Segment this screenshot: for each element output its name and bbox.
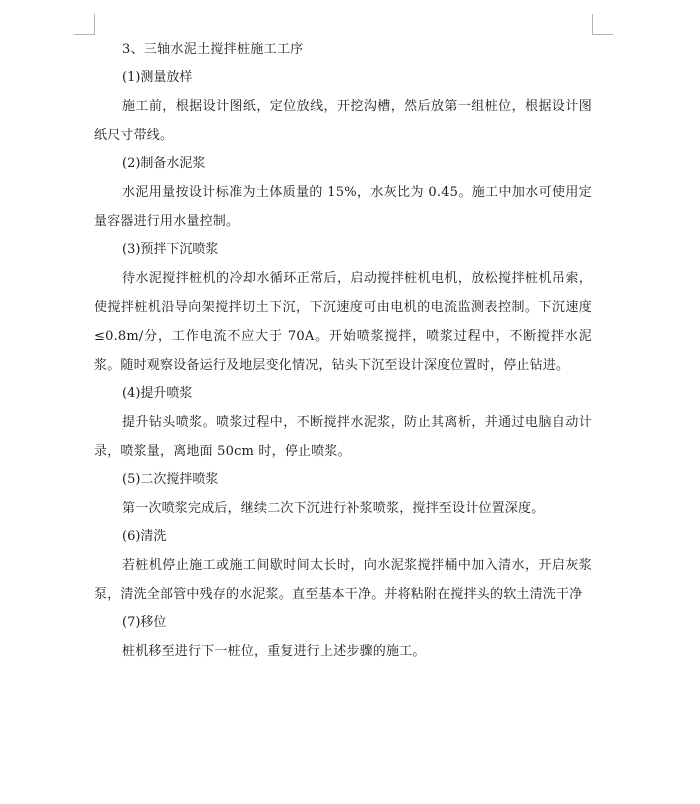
document-page <box>94 34 592 666</box>
step-title: (6)清洗 <box>122 529 167 544</box>
page-corner-mark-top-right <box>592 14 613 35</box>
step-paragraph: 施工前，根据设计图纸，定位放线，开挖沟槽，然后放第一组桩位，根据设计图纸尺寸带线。 <box>94 99 592 143</box>
step-relocate <box>94 609 592 666</box>
step-paragraph: 水泥用量按设计标准为土体质量的 15%，水灰比为 0.45。施工中加水可使用定量容器进行用水量控制。 <box>94 185 592 229</box>
section-heading: 3、三轴水泥土搅拌桩施工工序 <box>122 42 304 57</box>
step-title: (3)预拌下沉喷浆 <box>122 242 219 257</box>
step-cleaning <box>94 523 592 609</box>
step-paragraph: 第一次喷浆完成后，继续二次下沉进行补浆喷浆，搅拌至设计位置深度。 <box>122 501 545 516</box>
step-paragraph: 桩机移至进行下一桩位，重复进行上述步骤的施工。 <box>122 644 426 659</box>
step-paragraph: 若桩机停止施工或施工间歇时间太长时，向水泥浆搅拌桶中加入清水，开启灰浆泵，清洗全部管中残存的水泥浆。直至基本干净。并将粘附在搅拌头的软土清洗干净 <box>94 558 592 602</box>
step-title: (5)二次搅拌喷浆 <box>122 472 219 487</box>
step-second-mix-spray <box>94 466 592 523</box>
step-title: (2)制备水泥浆 <box>122 156 206 171</box>
step-title: (1)测量放样 <box>122 70 193 85</box>
step-premix-sink-spray <box>94 236 592 380</box>
step-paragraph: 提升钻头喷浆。喷浆过程中，不断搅拌水泥浆，防止其离析，并通过电脑自动计录，喷浆量，离地面 50cm 时，停止喷浆。 <box>94 415 592 459</box>
step-title: (4)提升喷浆 <box>122 386 193 401</box>
step-measure-layout <box>94 64 592 150</box>
page-corner-mark-top-left <box>74 14 95 35</box>
step-lift-spray <box>94 380 592 466</box>
step-title: (7)移位 <box>122 615 167 630</box>
step-prepare-slurry <box>94 150 592 236</box>
step-paragraph: 待水泥搅拌桩机的冷却水循环正常后，启动搅拌桩机电机，放松搅拌桩机吊索，使搅拌桩机沿导向架搅拌切土下沉，下沉速度可由电机的电流监测表控制。下沉速度≤0.8m/分，工作电流不应大于 70A。开始喷浆搅拌，喷浆过程中，不断搅拌水泥浆。随时观察设备运行及地层变化情况，钻头下沉至设计深度位置时，停止钻进。 <box>94 271 592 373</box>
